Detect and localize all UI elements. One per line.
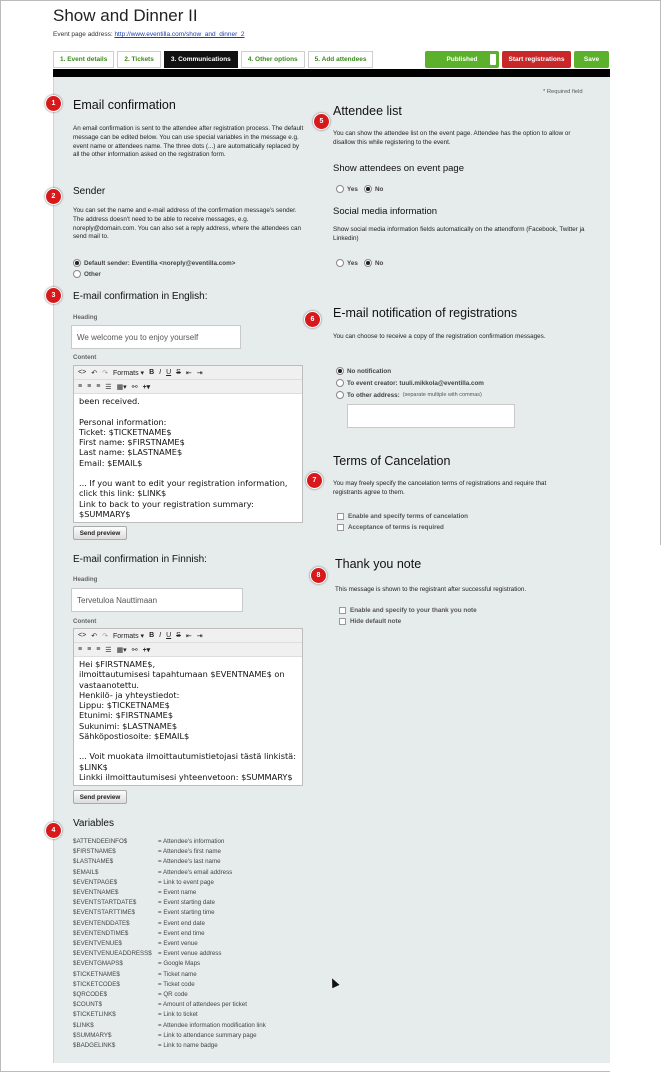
radio-dot [73,259,81,267]
english-content-text[interactable]: been received. Personal information: Ticket: $TICKETNAME$ First name: $FIRSTNAME$ Last name: $LASTNAME$ Email: $EMAIL$ ... If you want to edit your registration information, click this link: $LINK$ Link to back to your registration summary: $SUMMARY$ [79,396,288,519]
step-badge-2: 2 [45,188,62,205]
align-right-icon[interactable]: ≡ [96,383,101,390]
step-badge-1: 1 [45,95,62,112]
variable-row [73,959,266,969]
variable-name: $EVENTVENUEADDRESS$ [73,950,152,958]
tab-underline-bar [53,69,610,77]
notification-text: You can choose to receive a copy of the registration confirmation messages. [333,333,546,340]
social-media-title: Social media information [333,206,438,217]
variable-name: $LINK$ [73,1021,94,1029]
undo-icon[interactable]: ↶ [91,632,98,640]
step-badge-4: 4 [45,822,62,839]
page-background-gap [610,545,661,1072]
variable-description: = Attendee's first name [158,848,221,856]
finnish-content-label: Content [73,618,97,625]
attendee-list-text: You can show the attendee list on the event page. Attendee has the option to allow or disallow this while registering to the event. [333,130,571,146]
variable-row [73,1041,266,1051]
other-sender-label: Other [84,270,101,278]
radio-dot [364,185,372,193]
yes-label: Yes [347,259,358,267]
variable-description: = Link to ticket [158,1011,198,1019]
indent-icon[interactable]: ⇥ [196,369,203,377]
toggle-knob [490,54,496,65]
other-address-label: To other address: [347,391,400,399]
default-sender-label: Default sender: Eventilla <noreply@eventilla.com> [84,259,236,267]
variable-description: = Event venue address [158,950,222,958]
required-note: * Required field [543,89,583,95]
variable-row [73,929,266,939]
tab-event-details[interactable]: 1. Event details [53,51,114,68]
variable-name: $EVENTNAME$ [73,889,119,897]
italic-icon[interactable]: I [159,369,162,376]
variable-description: = Link to event page [158,878,214,886]
variable-row [73,949,266,959]
email-confirmation-text: An email confirmation is sent to the attendee after registration process. The default message can be edited below. You can use special variables in the message e.g. event name or attendees name. The three dots (...) are automatically replaced by all the other information asked on the registration form. [73,125,304,159]
editor-toolbar-row1 [74,629,302,643]
no-label: No [375,259,384,267]
radio-dot [336,367,344,375]
thank-you-title: Thank you note [335,557,422,571]
variable-description: = Attendee's information [158,838,225,845]
insert-icon[interactable]: +▾ [142,383,151,391]
variable-row [73,888,266,898]
align-center-icon[interactable]: ≡ [87,383,92,390]
event-address-label: Event page address: [53,31,113,38]
hide-default-note-checkbox[interactable] [339,618,401,625]
variable-row [73,908,266,918]
other-address-hint: (separate multiple with commas) [402,392,482,398]
no-notification-radio[interactable] [336,367,391,375]
variable-row [73,868,266,878]
align-left-icon[interactable]: ≡ [78,383,83,390]
radio-dot [336,379,344,387]
enable-thank-you-label: Enable and specify to your thank you note [350,607,477,614]
variable-description: = Event end time [158,929,205,937]
english-content-label: Content [73,354,97,361]
other-address-input[interactable] [347,404,515,428]
variable-description: = Event venue [158,940,198,948]
radio-dot [336,185,344,193]
social-yes-radio[interactable] [336,259,358,267]
step-badge-5: 5 [313,113,330,130]
variable-row [73,980,266,990]
bullet-list-icon[interactable]: ☰ [105,646,112,654]
strikethrough-icon[interactable]: S [176,369,181,376]
acceptance-required-label: Acceptance of terms is required [348,524,444,531]
variable-name: $FIRSTNAME$ [73,848,116,856]
link-icon[interactable]: ⚯ [131,646,138,654]
variable-description: = Link to attendance summary page [158,1031,257,1039]
step-badge-7: 7 [306,472,323,489]
variable-description: = Google Maps [158,960,201,968]
email-confirmation-title: Email confirmation [73,98,176,112]
variable-description: = Attendee's last name [158,858,221,866]
checkbox-box [337,524,344,531]
english-title: E-mail confirmation in English: [73,291,208,302]
variable-description: = Ticket code [158,980,195,988]
strikethrough-icon[interactable]: S [176,632,181,639]
formats-dropdown[interactable]: Formats ▾ [112,632,145,640]
bold-icon[interactable]: B [149,369,155,376]
variable-row [73,1000,266,1010]
social-no-radio[interactable] [364,259,383,267]
variable-name: $EVENTENDDATE$ [73,919,130,927]
outdent-icon[interactable]: ⇤ [185,632,192,640]
variable-name: $BADGELINK$ [73,1042,116,1050]
variable-name: $QRCODE$ [73,991,108,999]
tab-communications[interactable]: 3. Communications [164,51,238,68]
variable-row [73,939,266,949]
variable-row [73,847,266,857]
other-sender-radio[interactable] [73,270,101,278]
indent-icon[interactable]: ⇥ [196,632,203,640]
step-badge-3: 3 [45,287,62,304]
source-code-icon[interactable]: <> [78,632,87,639]
bold-icon[interactable]: B [149,632,155,639]
variable-description: = Attendee's email address [158,868,233,876]
variable-name: $EVENTVENUE$ [73,940,122,948]
variable-description: = Event starting time [158,909,215,917]
show-attendees-yes-radio[interactable] [336,185,358,193]
enable-thank-you-checkbox[interactable] [339,607,477,614]
align-center-icon[interactable]: ≡ [87,646,92,653]
redo-icon[interactable]: ↷ [102,632,108,640]
variable-name: $EVENTPAGE$ [73,878,118,886]
undo-icon[interactable]: ↶ [91,369,98,377]
variable-name: $EVENTGMAPS$ [73,960,123,968]
hide-default-note-label: Hide default note [350,618,402,625]
notification-title: E-mail notification of registrations [333,306,518,320]
sender-title: Sender [73,186,106,197]
variable-description: = Amount of attendees per ticket [158,1001,247,1009]
tab-add-attendees[interactable]: 5. Add attendees [308,51,374,68]
editor-toolbar-row1 [74,366,302,380]
radio-dot [336,391,344,399]
redo-icon[interactable]: ↷ [102,369,108,377]
english-content-editor[interactable] [73,365,303,523]
insert-icon[interactable]: +▾ [142,646,151,654]
variable-description: = Event starting date [158,899,215,907]
variable-description: = Ticket name [158,970,197,978]
variable-name: $EMAIL$ [73,868,99,876]
variable-description: = QR code [158,991,188,999]
finnish-heading-input[interactable]: Tervetuloa Nauttimaan [71,588,243,612]
formats-dropdown[interactable]: Formats ▾ [112,369,145,377]
variable-row [73,898,266,908]
variable-description: = Event name [158,889,197,897]
cancelation-title: Terms of Cancelation [333,454,451,468]
variable-row [73,837,266,847]
align-right-icon[interactable]: ≡ [96,646,101,653]
source-code-icon[interactable]: <> [78,369,87,376]
italic-icon[interactable]: I [159,632,162,639]
thank-you-text: This message is shown to the registrant after successful registration. [335,586,527,593]
tab-bar [53,51,373,68]
attendee-list-title: Attendee list [333,104,402,118]
show-attendees-title: Show attendees on event page [333,163,464,174]
published-label: Published [446,56,478,63]
finnish-heading-label: Heading [73,576,98,583]
variable-name: $TICKETCODE$ [73,980,120,988]
underline-icon[interactable]: U [166,632,172,639]
finnish-content-editor[interactable] [73,628,303,786]
finnish-content-text[interactable]: Hei $FIRSTNAME$, ilmoittautumisesi tapahtumaan $EVENTNAME$ on vastaanotettu. Henkilö- ja yhteystiedot: Lippu: $TICKETNAME$ Etunimi: $FIRSTNAME$ Sukunimi: $LASTNAME$ Sähköpostiosoite: $EMAIL$ ... Voit muokata ilmoittautumistietojasi tästä linkistä: $LINK$ Linkki ilmoittautumisesi yhteenvetoon: $SUMMARY$ [79,659,296,782]
variable-description: = Event end date [158,919,205,927]
step-badge-6: 6 [304,311,321,328]
underline-icon[interactable]: U [166,369,172,376]
variables-list [73,837,266,1051]
social-media-text: Show social media information fields automatically on the attendform (Facebook, Twitter ja Linkedin) [333,226,585,242]
event-address [53,31,245,38]
event-creator-label: To event creator: tuuli.mikkola@eventilla.com [347,379,484,387]
align-left-icon[interactable]: ≡ [78,646,83,653]
variable-name: $ATTENDEEINFO$ [73,838,128,845]
variable-row [73,970,266,980]
bullet-list-icon[interactable]: ☰ [105,383,112,391]
event-creator-radio[interactable] [336,379,484,387]
step-badge-8: 8 [310,567,327,584]
start-registrations-button[interactable]: Start registrations [502,51,571,68]
variable-name: $COUNT$ [73,1001,102,1009]
radio-dot [336,259,344,267]
variable-name: $EVENTENDTIME$ [73,929,129,937]
english-heading-input[interactable]: We welcome you to enjoy yourself [71,325,241,349]
variable-row [73,878,266,888]
table-icon[interactable]: ▦▾ [116,646,127,654]
default-sender-radio[interactable] [73,259,235,267]
no-notification-label: No notification [347,367,392,375]
published-toggle[interactable] [425,51,499,68]
variable-description: = Link to name badge [158,1042,218,1050]
editor-toolbar-row2 [74,380,302,394]
no-label: No [375,185,384,193]
show-attendees-no-radio[interactable] [364,185,383,193]
finnish-send-preview-button[interactable]: Send preview [73,790,127,804]
variable-name: $TICKETNAME$ [73,970,120,978]
checkbox-box [339,607,346,614]
checkbox-box [339,618,346,625]
variable-row [73,1021,266,1031]
yes-label: Yes [347,185,358,193]
sender-text: You can set the name and e-mail address of the confirmation message's sender. The address doesn't need to be able to receive messages, e.g. noreply@domain.com. You can also set a reply address, where the attendees can send mail to. [73,207,301,241]
other-address-radio[interactable] [336,391,482,399]
variable-row [73,990,266,1000]
variable-name: $SUMMARY$ [73,1031,112,1039]
enable-cancelation-checkbox[interactable] [337,513,468,520]
tab-other-options[interactable]: 4. Other options [241,51,305,68]
checkbox-box [337,513,344,520]
page-title: Show and Dinner II [53,6,198,25]
variable-name: $TICKETLINK$ [73,1011,116,1019]
enable-cancelation-label: Enable and specify terms of cancelation [348,513,469,520]
variable-row [73,1031,266,1041]
variable-name: $EVENTSTARTDATE$ [73,899,137,907]
save-button[interactable]: Save [574,51,609,68]
english-heading-label: Heading [73,314,98,321]
finnish-title: E-mail confirmation in Finnish: [73,554,207,565]
cancelation-text: You may freely specify the cancelation terms of registrations and require that registrants agree to them. [333,480,547,496]
radio-dot [73,270,81,278]
variable-row [73,919,266,929]
event-address-link[interactable]: http://www.eventilla.com/show_and_dinner_2 [114,31,245,38]
english-send-preview-button[interactable]: Send preview [73,526,127,540]
editor-toolbar-row2 [74,643,302,657]
outdent-icon[interactable]: ⇤ [185,369,192,377]
variable-description: = Attendee information modification link [158,1021,266,1029]
variable-row [73,1010,266,1020]
variable-name: $LASTNAME$ [73,858,114,866]
radio-dot [364,259,372,267]
table-icon[interactable]: ▦▾ [116,383,127,391]
variable-row [73,857,266,867]
variables-title: Variables [73,818,114,829]
acceptance-required-checkbox[interactable] [337,524,444,531]
tab-tickets[interactable]: 2. Tickets [117,51,161,68]
link-icon[interactable]: ⚯ [131,383,138,391]
variable-name: $EVENTSTARTTIME$ [73,909,136,917]
